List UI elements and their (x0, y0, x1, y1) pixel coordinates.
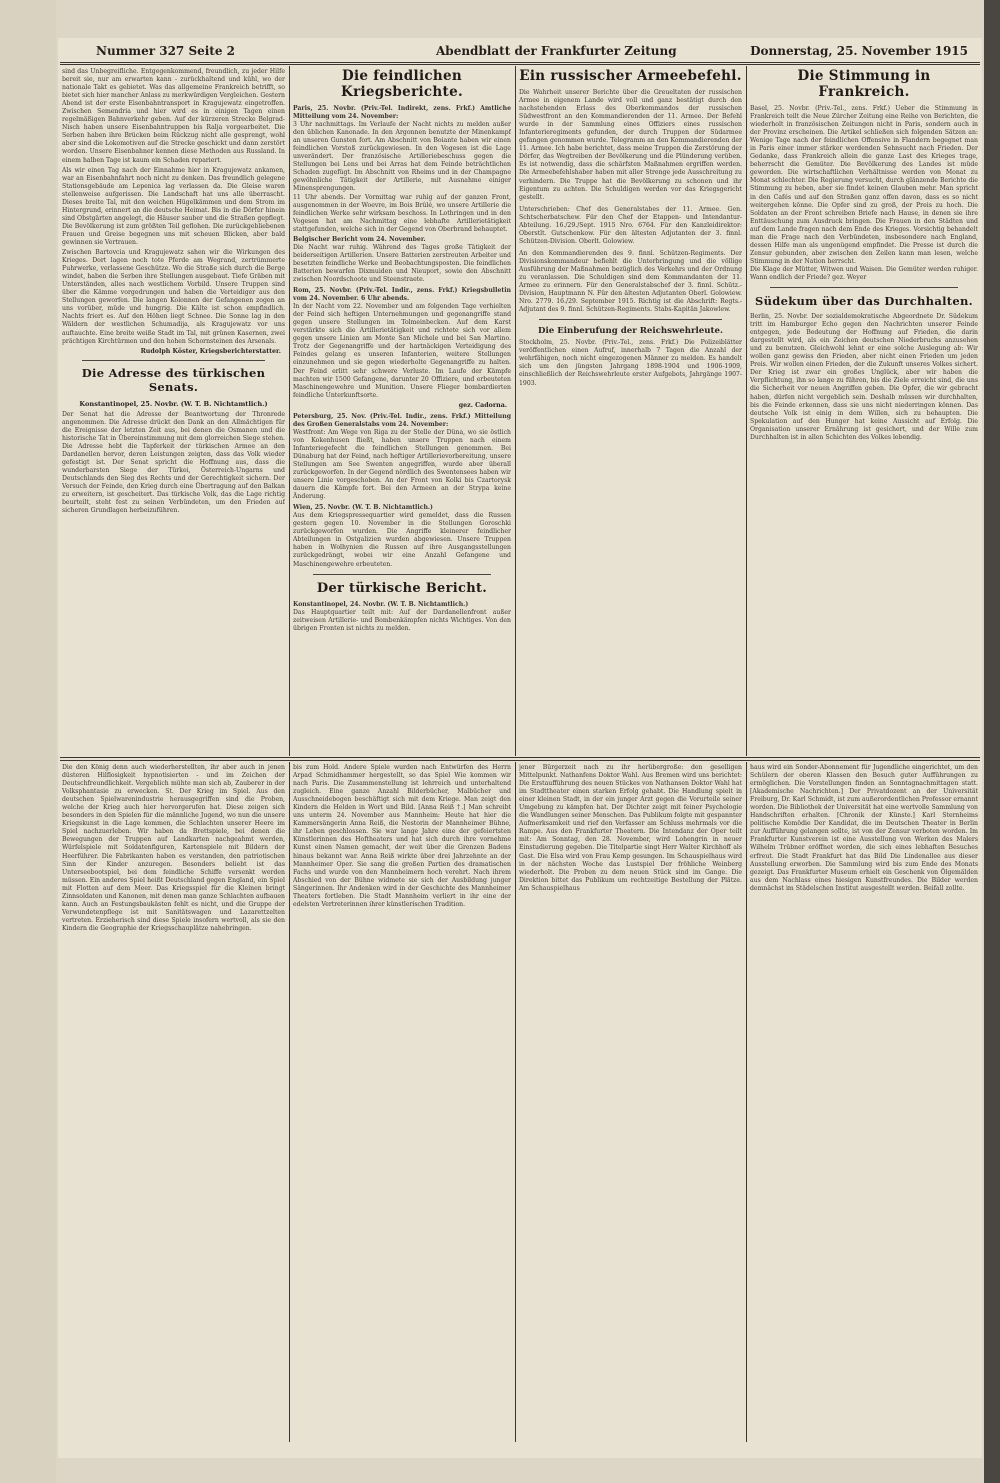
column-4 (750, 68, 978, 754)
feuilleton-column-3 (519, 764, 742, 1440)
article-body: Die Klage der Mütter, Witwen und Waisen. Die Gemüter werden ruhiger. Wann endlich der Friede? gez. Weyer (750, 265, 978, 281)
feuilleton-body: jener Bürgerzeit nach zu ihr herübergroße: den geselligen Mittelpunkt. Nathanfens Doktor Wahl. Aus Bremen wird uns berichtet: Die Erstaufführung des neuen Stückes von Nathansen Doktor Wahl hat im Stadttheater einen starken Erfolg gehabt. Die Handlung spielt in einer kleinen Stadt, in der ein junger Arzt gegen die Vorurteile seiner Umgebung zu kämpfen hat. Der Dichter zeigt mit feiner Psychologie die Wandlungen seiner Menschen. Das Publikum folgte mit gespannter Aufmerksamkeit und rief den Verfasser am Schluss mehrmals vor die Rampe. Aus den Frankfurter Theatern. Die Intendanz der Oper teilt mit: Am Sonntag, den 28. November, wird Lohengrin in neuer Einstudierung gegeben. Die Titelpartie singt Herr Walter Kirchhoff als Gast. Die Elsa wird von Frau Kemp gesungen. Im Schauspielhaus wird in der nächsten Woche das Lustspiel Der fröhliche Weinberg wiederholt. Die Proben zu dem neuen Stück sind im Gange. Die Direktion bittet das Publikum um rechtzeitige Bestellung der Plätze. Am Schauspielhaus (519, 764, 742, 892)
headline-turkish-senate: Die Adresse des türkischen Senats. (81, 365, 266, 394)
headline-france-mood: Die Stimmung in Frankreich. (797, 68, 931, 100)
dateline: Konstantinopel, 25. Novbr. (W. T. B. Nichtamtlich.) (79, 399, 268, 408)
column-rule (746, 66, 747, 756)
column-rule (746, 762, 747, 1442)
issue-date: Donnerstag, 25. November 1915 (750, 44, 968, 58)
paper-title: Abendblatt der Frankfurter Zeitung (436, 44, 677, 58)
article-body: Berlin, 25. Novbr. Der sozialdemokratische Abgeordnete Dr. Südekum tritt im Hamburger Echo gegen den Nachrichten unserer Feinde entgegen, jede Bedeutung der Hoffnung auf Frieden, die darin dargestellt wird, als ein Zeichen deutschen Niederbruchs anzusehen und zu benutzen. Gleichwohl lehnt er eine solche Auslegung ab: Wir wollen ganz gewiss den Frieden, aber nicht einen Frieden um jeden Preis. Wir wollen einen Frieden, der die Zukunft unseres Volkes sichert. Der Krieg ist zwar ein großes Unglück, aber wir haben die Verpflichtung, ihn so lange zu führen, bis die Ziele erreicht sind, die uns die Sicherheit vor neuen Angriffen geben. Die Opfer, die wir gebracht haben, dürfen nicht vergeblich sein. Deshalb müssen wir durchhalten, bis die Feinde erkennen, dass sie uns nicht niederringen können. Das deutsche Volk ist einig in dem Willen, sich zu behaupten. Die Spekulation auf den Hunger hat keine Aussicht auf Erfolg. Die Organisation unserer Ernährung ist gesichert, und der Wille zum Durchhalten ist in allen Schichten des Volkes lebendig. (750, 313, 978, 441)
dateline: Petersburg, 25. Nov. (Priv.-Tel. Indir., zens. Frkf.) Mitteilung des Großen Generalstabs vom 24. November: (293, 412, 511, 428)
masthead-rule (60, 62, 980, 63)
article-signature: gez. Cadorna. (458, 401, 507, 409)
feuilleton-body: haus wird ein Sonder-Abonnement für Jugendliche eingerichtet, um den Schülern der oberen Klassen den Besuch guter Aufführungen zu ermöglichen. Die Vorstellungen finden an Sonntagnachmittagen statt. [Akademische Nachrichten.] Der Privatdozent an der Universität Freiburg, Dr. Karl Schmidt, ist zum außerordentlichen Professor ernannt worden. Die Bibliothek der Universität hat eine wertvolle Sammlung von Handschriften erhalten. [Chronik der Künste.] Karl Sternheims politische Komödie Der Kandidat, die im Deutschen Theater in Berlin zur Aufführung gelangen sollte, ist von der Zensur verboten worden. Im Frankfurter Kunstverein ist eine Ausstellung von Werken des Malers Wilhelm Trübner eröffnet worden, die sich eines lebhaften Besuches erfreut. Die Stadt Frankfurt hat das Bild Die Lindenallee aus dieser Ausstellung erworben. Die Sammlung wird bis zum Ende des Monats gezeigt. Das Frankfurter Museum erhielt ein Geschenk von Ölgemälden aus dem Nachlass eines hiesigen Kunstfreundes. Die Bilder werden demnächst im Städelschen Institut ausgestellt werden. Beifall zollte. (750, 764, 978, 892)
masthead-rule-2 (60, 64, 980, 65)
headline-russian-order: Ein russischer Armeebefehl. (519, 68, 742, 84)
dateline: Rom, 25. Novbr. (Priv.-Tel. Indir., zens. Frkf.) Kriegsbulletin vom 24. November. 6 Uhr abends. (293, 287, 511, 303)
headline-turkish-report: Der türkische Bericht. (316, 580, 488, 596)
article-body: 11 Uhr abends. Der Vormittag war ruhig auf der ganzen Front, ausgenommen in der Woevre, im Bois Brûlé, wo unsere Artillerie die feindlichen Werke sehr wirksam beschoss. In Lothringen und in den Vogesen hat am Nachmittag eine lebhafte Artillerietätigkeit stattgefunden, welche sich in der Gegend von Oberbrand behauptet. (293, 193, 511, 233)
column-rule (289, 66, 290, 756)
dateline: Wien, 25. Novbr. (W. T. B. Nichtamtlich.) (293, 504, 433, 512)
article-body: An den Kommandierenden des 9. finnl. Schützen-Regiments. Der Divisionskommandeur befiehlt die Unterbringung und die völlige Ausführung der Maßnahmen bezüglich des Verkehrs und der Ordnung zu veranlassen. Die Schuldigen sind dem Kommandanten der 11. Armee zu erinnern. Für den Generalstabschef der 3. finnl. Schütz.-Division, Hauptmann N. Für den ältesten Adjutanten Oberl. Golowiew. Nro. 2779. 16./29. September 1915. Richtig ist die Abschrift: Regts.-Adjutant des 9. finnl. Schützen-Regiments. Stabs-Kapitän Jakowlew. (519, 249, 742, 314)
article-body: Als wir einen Tag nach der Einnahme hier in Kragujewatz ankamen, war an Eisenbahnfahrt noch nicht zu denken. Das freundlich gelegene Stationsgebäude am Lepenica lag verlassen da. Die Gleise waren stellenweise aufgerissen. Die Landschaft hat uns alle überrascht. Dieses breite Tal, mit den weichen Hügelkämmen und dem Strom im Hintergrund, erinnert an die deutsche Heimat. Bis in die Dörfer hinein sind Obstgärten angelegt, die Häuser sauber und die Straßen gepflegt. Die Bevölkerung ist zum größten Teil geflohen. Die zurückgebliebenen Frauen und Greise begegnen uns mit scheuen Blicken, aber bald gewinnen sie Vertrauen. (62, 166, 285, 246)
article-body: Die Nacht war ruhig. Während des Tages große Tätigkeit der beiderseitigen Artillerien. Unsere Batterien zerstreuten Arbeiter und besetzten feindliche Werke und Beobachtungsposten. Die feindlichen Batterien bewarfen Dixmuiden und Nieuport, sowie den Abschnitt zwischen Noordschoote und Steenstraete. (293, 243, 511, 283)
feuilleton-column-4 (750, 764, 978, 1440)
feuilleton-body: Die den König denn auch wiederherstellten, ihr aber auch in jenen düsteren Hilflosigkeit hypnotisierten - und im Zeichen der Deutschfreundlichkeit. Vergeblich mühte man sich ab, Zauberer in der Volksphantasie zu erwecken. St. Der Krieg im Spiel. Aus den deutschen Spielwarenindustrie herausgegriffen sind die Proben, welche der Krieg auch hier hervorgerufen hat. Diese zeigen sich besonders in den Spielen für die männliche Jugend, wo nun die unsere Kriegskunst in die Lage kommen, die Schlachten unserer Heere im Spiel nachzuerleben. Wir haben da Brettspiele, bei denen die Bewegungen der Truppen auf Landkarten nachgeahmt werden, Würfelspiele mit Soldatenfiguren, Kartenspiele mit Bildern der Heerführer. Die Fabrikanten haben es verstanden, den patriotischen Sinn der Kinder anzuregen. Besonders beliebt ist das Unterseebootspiel, bei dem feindliche Schiffe versenkt werden müssen. Ein anderes Spiel heißt Deutschland gegen England, ein Spiel mit Flotten auf dem Meer. Das Kriegsspiel für die Kleinen bringt Zinnsoldaten und Kanonen, mit denen man ganze Schlachten aufbauen kann. Auch an Festungsbaukästen fehlt es nicht, und die Gruppe der Verwundetenpflege ist mit Sanitätswagen und Lazarettzelten vertreten. Erzieherisch sind diese Spiele insofern wertvoll, als sie den Kindern die Geographie der Kriegsschauplätze nahebringen. (62, 764, 285, 932)
issue-number: Nummer 327 Seite 2 (96, 44, 236, 58)
article-separator (82, 360, 265, 361)
feuilleton-column-2 (293, 764, 511, 1440)
column-rule (515, 66, 516, 756)
feuilleton-rule-2 (60, 760, 980, 761)
article-body: Die Wahrheit unserer Berichte über die Greueltaten der russischen Armee in eigenem Lande wird voll und ganz bestätigt durch den nachstehenden Erlass des Oberkommandos der russischen Südwestfront an den Kommandierenden der 11. Armee. Der Befehl wurde in der Sammlung eines Offiziers eines russischen Infanterieregiments gefunden, der durch Truppen der Südarmee gefangen genommen wurde. Telegramm an den Kommandierenden der 11. Armee. Ich habe berichtet, dass meine Truppen die Zerstörung der Dörfer, das Wegtreiben der Bevölkerung und die Plünderung verüben. Es ist notwendig, dass die schärfsten Maßnahmen ergriffen werden. Die Armeebefehlshaber haben mit aller Strenge jede Ausschreitung zu verhindern. Die Truppe hat die Bevölkerung zu schonen und ihr Eigentum zu achten. Die Schuldigen werden vor das Kriegsgericht gestellt. (519, 89, 742, 201)
column-rule (289, 762, 290, 1442)
column-2 (293, 68, 511, 754)
article-body: Zwischen Bartovcia und Kragujewatz sahen wir die Wirkungen des Krieges. Dort lagen noch tote Pferde am Wegrand, zertrümmerte Fuhrwerke, verlassene Geschütze. Wo die Straße sich durch die Berge windet, haben die Serben ihre Stellungen ausgebaut. Tiefe Gräben mit Unterständen, alles nach westlichem Vorbild. Unsere Truppen sind über die Kämme vorgedrungen und haben die Verteidiger aus den Stellungen geworfen. Die langen Kolonnen der Gefangenen zogen an uns vorüber, müde und hungrig. Die Kälte ist schon empfindlich. Nachts friert es. Auf den Höhen liegt Schnee. Die Sonne lag in den Wäldern der westlichen Schumadija, als Kragujewatz vor uns auftauchte. Eine breite weiße Stadt im Tal, mit grünen Kasernen, zwei prächtigen Kirchtürmen und den hohen Schornsteinen des Arsenals. (62, 249, 285, 345)
article-body: Der Senat hat die Adresse der Beantwortung der Thronrede angenommen. Die Adresse drückt den Dank an den Allmächtigen für die Ereignisse der letzten Zeit aus, bei denen die Osmanen und die historische Tat in Übereinstimmung mit dem glorreichen Siege stehen. Die Adresse hebt die Tapferkeit der türkischen Armee an den Dardanellen hervor, deren Leistungen zeigten, dass das Volk wieder gefestigt ist. Der Senat spricht die Hoffnung aus, dass die wunderbarsten Siege der Türkei, Österreich-Ungarns und Deutschlands den Sieg des Rechts und der Gerechtigkeit sichern. Der Versuch der Feinde, den Krieg durch eine Übertragung auf den Balkan zu erweitern, ist gescheitert. Das türkische Volk, das die Lage richtig beurteilt, steht fest zu seinen Verbündeten, um den Frieden auf sicheren Grundlagen herbeizuführen. (62, 410, 285, 515)
page-margin (0, 0, 56, 1483)
article-body: Aus dem Kriegspressequartier wird gemeldet, dass die Russen gestern gegen 10. November in die Stellungen Goroschki zurückgeworfen wurden. Die Angriffe kleinerer feindlicher Abteilungen in Ostgalizien wurden abgewiesen. Unsere Truppen haben in Wolhynien die Russen auf ihre Ausgangsstellungen zurückgedrängt, wobei wir eine Anzahl Gefangene und Maschinengewehre erbeuteten. (293, 512, 511, 568)
feuilleton-column-1 (62, 764, 285, 1440)
masthead (60, 44, 980, 64)
feuilleton-body: bis zum Hold. Andere Spiele wurden nach Entwürfen des Herrn Arpad Schmidhammer hergestellt, so das Spiel Wie kommen wir nach Paris. Die Zusammenstellung ist lehrreich und unterhaltend zugleich. Eine ganze Anzahl Bilderbücher, Malbücher und Ausschneidebogen beschäftigt sich mit dem Kriege. Man zeigt den Kindern die Helden in Wort und Bild. [Anna Reiß †.] Man schreibt uns unterm 24. November aus Mannheim: Heute hat hier die Kammersängerin Anna Reiß, die Nestorin der Mannheimer Bühne, ihr Leben geschlossen. Sie war lange Jahre eine der gefeiertsten Künstlerinnen des Hoftheaters und hat sich durch ihre vornehme Kunst einen Namen gemacht, der weit über die Grenzen Badens hinaus bekannt war. Anna Reiß wirkte über drei Jahrzehnte an der Mannheimer Oper. Sie sang die großen Partien des dramatischen Fachs und wurde von den Mannheimern hoch verehrt. Nach ihrem Abschied von der Bühne widmete sie sich der Ausbildung junger Sängerinnen. Ihr Andenken wird in der Geschichte des Mannheimer Theaters fortleben. Die Stadt Mannheim verliert in ihr eine der edelsten Vertreterinnen ihrer künstlerischen Tradition. (293, 764, 511, 908)
dateline: Paris, 25. Novbr. (Priv.-Tel. Indirekt, zens. Frkf.) Amtliche Mitteilung vom 24. November: (293, 105, 511, 121)
dateline: Belgischer Bericht vom 24. November. (293, 235, 426, 243)
article-separator (770, 287, 958, 288)
headline-reservists: Die Einberufung der Reichswehrleute. (538, 326, 723, 337)
column-rule (515, 762, 516, 1442)
dateline: Konstantinopel, 24. Novbr. (W. T. B. Nichtamtlich.) (293, 600, 469, 608)
article-body: Basel, 25. Novbr. (Priv.-Tel., zens. Frkf.) Ueber die Stimmung in Frankreich teilt die Neue Zürcher Zeitung eine Reihe von Berichten, die wiederholt in französischen Zeitungen nicht in Paris, sondern auch in der Provinz erscheinen. Die Artikel schließen sich folgenden Sätzen an: Wenige Tage nach der feindlichen Offensive in Flandern begegnet man in Paris einer immer stärker werdenden Sehnsucht nach Frieden. Der Gedanke, dass Frankreich allein die ganze Last des Krieges trage, beherrscht die Gemüter. Die Bevölkerung des Landes ist müde geworden. Die wirtschaftlichen Verhältnisse werden von Monat zu Monat schlechter. Die Regierung versucht, durch glänzende Berichte die Stimmung zu heben, aber sie findet keinen Glauben mehr. Man spricht in den Cafés und auf den Straßen ganz offen davon, dass es so nicht weitergehen könne. Die Opfer sind zu groß, der Preis zu hoch. Die Soldaten an der Front schreiben Briefe nach Hause, in denen sie ihre Enttäuschung zum Ausdruck bringen. Die Frauen in den Städten und auf dem Lande fragen nach dem Ende des Krieges. Vorsichtig behandelt man die Frage nach den Verbündeten, insbesondere nach England, dessen Hilfe man als ungenügend empfindet. Die Presse ist durch die Zensur gebunden, aber zwischen den Zeilen kann man lesen, welche Stimmung in der Nation herrscht. (750, 105, 978, 265)
article-body: Westfront: Am Wege von Riga zu der Stelle der Düna, wo sie östlich von Kokenhusen fließt, haben unsere Truppen nach einem Infanteriegefecht die feindlichen Stellungen genommen. Bei Dünaburg hat der Feind, nach heftiger Artillerievorbereitung, unsere Stellungen am See Swenten angegriffen, wurde aber überall zurückgeworfen. In der Gegend nördlich des Swentensees haben wir unsere Linie vorgeschoben. An der Front von Kolki bis Czartorysk dauern die Kämpfe fort. Bei den Armeen an der Strypa keine Änderung. (293, 428, 511, 501)
article-separator (313, 574, 491, 575)
column-3 (519, 68, 742, 754)
article-separator (539, 319, 722, 320)
article-body: 3 Uhr nachmittags. Im Verlaufe der Nacht nichts zu melden außer den üblichen Kanonade. In den Argonnen benutzte der Minenkampf an unseren Gunsten fort. Am Abschnitt von Boiante haben wir einen feindlichen Vorstoß zurückgewiesen. In den Vogesen ist die Lage unverändert. Der französische Artilleriebeschuss gegen die Stellungen bei Lens und bei Arras hat dem Feinde beträchtlichen Schaden zugefügt. Im Abschnitt von Rheims und in der Champagne gewöhnliche Tätigkeit der Artillerie, mit Ausnahme einiger Minensprengungen. (293, 121, 511, 193)
article-signature: Rudolph Köster, Kriegsberichterstatter. (140, 347, 281, 355)
article-body: Stockholm, 25. Novbr. (Priv.-Tel., zens. Frkf.) Die Polizeiblätter veröffentlichen einen Aufruf, innerhalb 7 Tagen die Anzahl der wehrfähigen, noch nicht eingezogenen Männer zu melden. Es handelt sich um den jüngsten Jahrgang 1898-1904 und 1906-1909, einschließlich der Reichswehrleute erster Aufgebots, Jahrgänge 1907-1903. (519, 339, 742, 387)
feuilleton-rule (60, 757, 980, 758)
article-body: sind das Unbegreifliche. Entgegenkommend, freundlich, zu jeder Hilfe bereit sie, nur am erwarten kann - zurückhaltend und kühl, wo der nationale Takt es gebietet. Was das allgemeine Frankreich betrifft, so bietet sich hier mancher Anlass zu merkwürdigen Vergleichen. Gestern Abend ist der erste Eisenbahntransport in Kragujewatz eingetroffen. Zwischen Semendria und hier wird es in einigen Tagen einen regelmäßigen Bahnverkehr geben. Auf der kürzeren Strecke Belgrad-Nisch haben unsere Eisenbahntruppen bis Ralja vorgearbeitet. Die Serben haben ihre Brücken beim Rückzug nicht alle gesprengt, wohl aber sind die Lokomotiven auf die Strecke geschickt und dann zerstört worden. Unsere Eisenbahner kennen diese Methoden aus Russland. In einem halben Tage ist kaum ein Schaden repariert. (62, 68, 285, 164)
headline-suedekum: Südekum über das Durchhalten. (755, 294, 973, 309)
headline-enemy-reports: Die feindlichen Kriegsberichte. (341, 68, 463, 100)
article-body: In der Nacht vom 22. November und am folgenden Tage verhielten der Feind sich heftigen Unternehmungen und gegenangriffe stand gegen unsere Stellungen im Tolmeinbecken. Auf dem Karst verstärkte sich die Artillerietätigkeit und richtete sich vor allem gegen unsere Linien am Monte San Michele und bei San Martino. Trotz der Gegenangriffe und der hartnäckigen Verteidigung des Feindes gelang es unseren Infanterien, weitere Stellungen einzunehmen und sie gegen wiederholte Gegenangriffe zu halten. Der Feind erlitt sehr schwere Verluste. Im Laufe der Kämpfe machten wir 1500 Gefangene, darunter 20 Offiziere, und erbeuteten Maschinengewehre und Munition. Unsere Flieger bombardierten feindliche Unterkunftsorte. (293, 303, 511, 399)
article-body: Das Hauptquartier teilt mit: Auf der Dardanellenfront außer zeitweisen Artillerie- und Bombenkämpfen nichts Wichtiges. Von den übrigen Fronten ist nichts zu melden. (293, 608, 511, 632)
article-body: Unterschrieben: Chef des Generalstabes der 11. Armee. Gen. Schtscherbatschew. Für den Chef der Etappen- und Intendantur-Abteilung. 16./29./Sept. 1915 Nro. 6764. Für den Kanzleidirektor: Oberstlt. Gutschenkow. Für den ältesten Adjutanten der 3. finnl. Schützen-Division. Oberlt. Golowiew. (519, 205, 742, 245)
column-1 (62, 68, 285, 754)
binding-edge (984, 0, 1000, 1483)
